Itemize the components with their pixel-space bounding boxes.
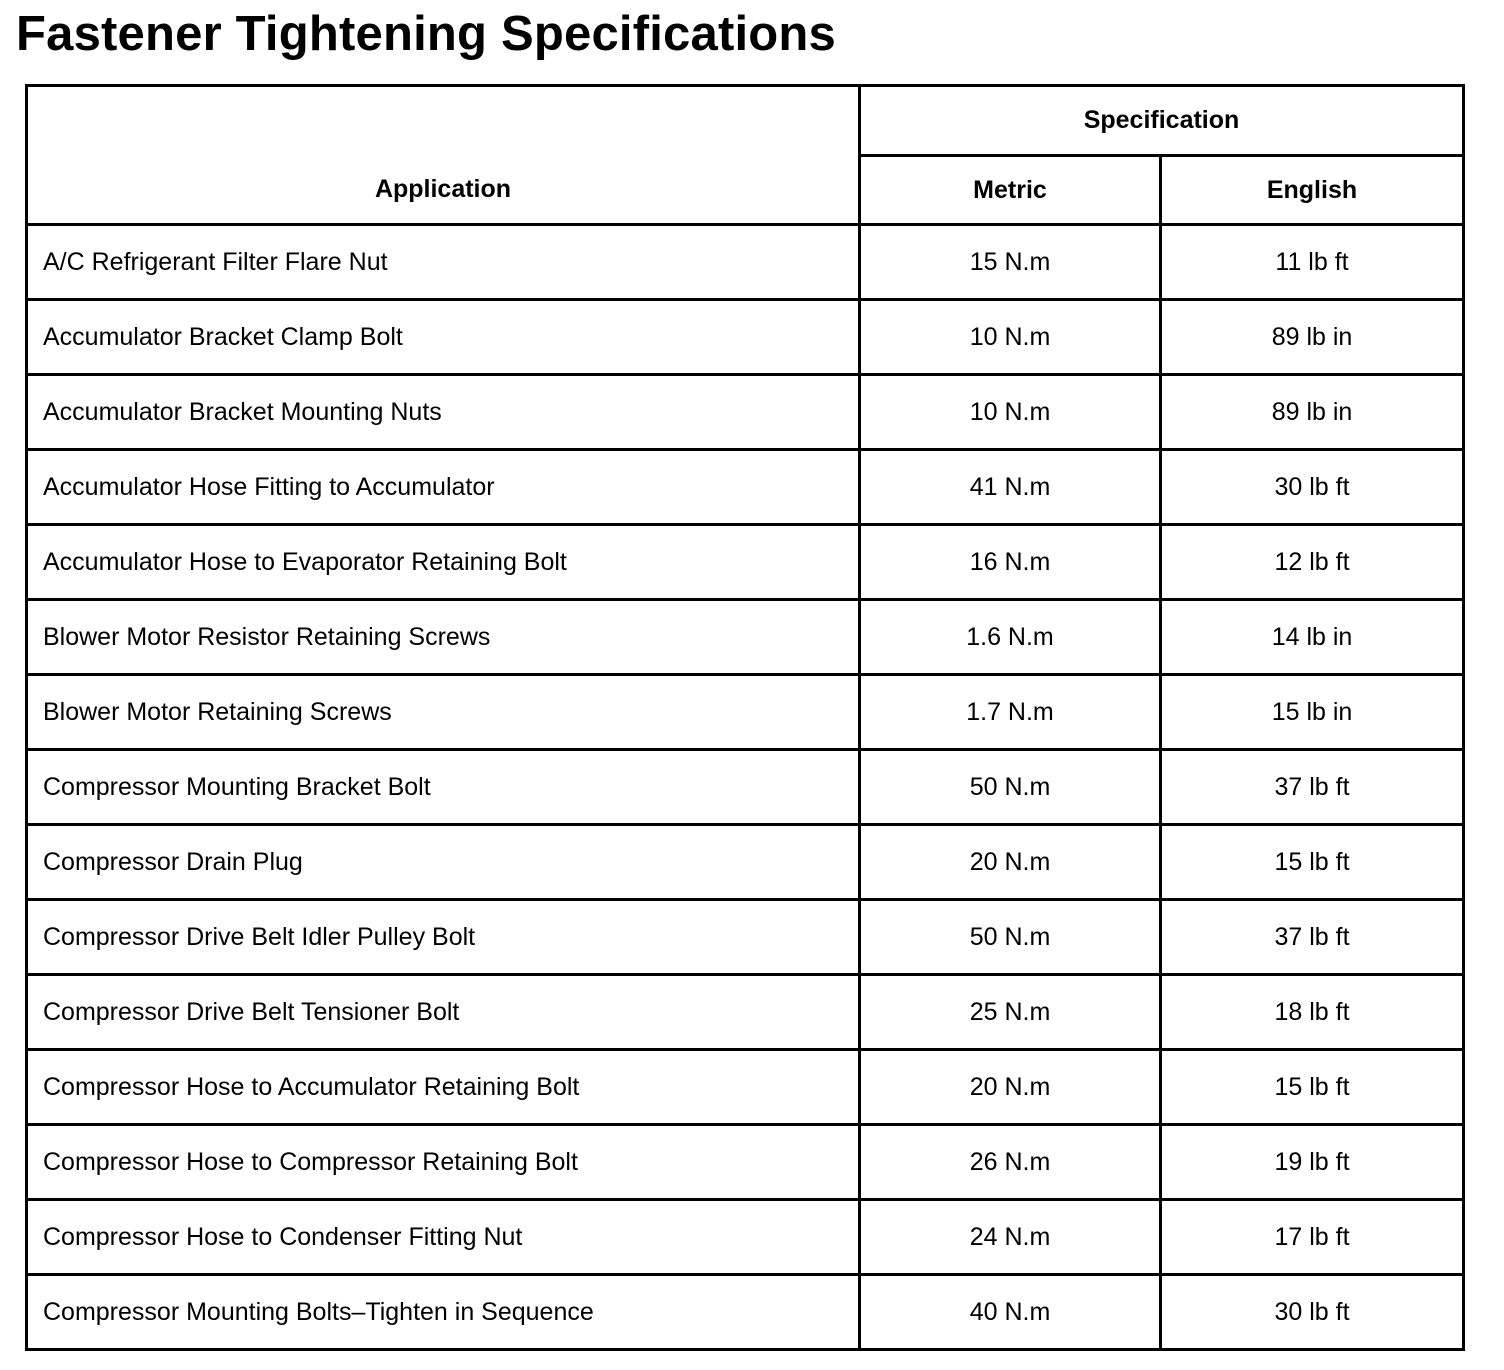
application-cell: Accumulator Hose Fitting to Accumulator [27,450,860,525]
application-cell: Compressor Hose to Condenser Fitting Nut [27,1200,860,1275]
metric-column-header: Metric [860,156,1161,225]
application-cell: Compressor Drive Belt Idler Pulley Bolt [27,900,860,975]
metric-value-cell: 50 N.m [860,750,1161,825]
english-value-cell: 14 lb in [1161,600,1464,675]
application-cell: Accumulator Bracket Mounting Nuts [27,375,860,450]
english-value-cell: 37 lb ft [1161,900,1464,975]
english-value-cell: 37 lb ft [1161,750,1464,825]
english-value-cell: 30 lb ft [1161,450,1464,525]
application-cell: Compressor Hose to Accumulator Retaining Bolt [27,1050,860,1125]
table-row [27,1050,1464,1125]
fastener-spec-table [25,84,1465,1351]
application-header-label: Application [374,174,512,203]
application-cell: Accumulator Hose to Evaporator Retaining Bolt [27,525,860,600]
metric-value-cell: 24 N.m [860,1200,1161,1275]
metric-value-cell: 41 N.m [860,450,1161,525]
metric-value-cell: 1.6 N.m [860,600,1161,675]
metric-value-cell: 26 N.m [860,1125,1161,1200]
metric-value-cell: 1.7 N.m [860,675,1161,750]
english-value-cell: 15 lb ft [1161,1050,1464,1125]
spec-table-body [27,225,1464,1350]
english-value-cell: 89 lb in [1161,300,1464,375]
english-value-cell: 19 lb ft [1161,1125,1464,1200]
english-value-cell: 89 lb in [1161,375,1464,450]
metric-value-cell: 15 N.m [860,225,1161,300]
table-row [27,450,1464,525]
metric-value-cell: 20 N.m [860,1050,1161,1125]
page-title: Fastener Tightening Specifications [16,7,836,61]
english-value-cell: 15 lb in [1161,675,1464,750]
application-cell: A/C Refrigerant Filter Flare Nut [27,225,860,300]
application-cell: Compressor Mounting Bracket Bolt [27,750,860,825]
application-cell: Compressor Mounting Bolts–Tighten in Sequence [27,1275,860,1350]
table-row [27,675,1464,750]
metric-value-cell: 25 N.m [860,975,1161,1050]
table-row [27,375,1464,450]
application-cell: Blower Motor Retaining Screws [27,675,860,750]
english-value-cell: 11 lb ft [1161,225,1464,300]
application-column-header [27,86,860,225]
table-row [27,975,1464,1050]
table-row [27,600,1464,675]
english-column-header: English [1161,156,1464,225]
english-value-cell: 12 lb ft [1161,525,1464,600]
english-value-cell: 18 lb ft [1161,975,1464,1050]
table-row [27,825,1464,900]
specification-group-header: Specification [860,86,1464,156]
application-cell: Accumulator Bracket Clamp Bolt [27,300,860,375]
metric-value-cell: 16 N.m [860,525,1161,600]
table-row [27,1200,1464,1275]
metric-value-cell: 20 N.m [860,825,1161,900]
metric-value-cell: 10 N.m [860,300,1161,375]
application-cell: Compressor Hose to Compressor Retaining Bolt [27,1125,860,1200]
table-row [27,1125,1464,1200]
metric-value-cell: 40 N.m [860,1275,1161,1350]
table-row [27,900,1464,975]
table-row [27,300,1464,375]
application-cell: Compressor Drain Plug [27,825,860,900]
application-cell: Compressor Drive Belt Tensioner Bolt [27,975,860,1050]
table-row [27,1275,1464,1350]
table-row [27,225,1464,300]
english-value-cell: 17 lb ft [1161,1200,1464,1275]
table-row [27,525,1464,600]
english-value-cell: 30 lb ft [1161,1275,1464,1350]
application-cell: Blower Motor Resistor Retaining Screws [27,600,860,675]
table-row [27,750,1464,825]
metric-value-cell: 50 N.m [860,900,1161,975]
metric-value-cell: 10 N.m [860,375,1161,450]
english-value-cell: 15 lb ft [1161,825,1464,900]
